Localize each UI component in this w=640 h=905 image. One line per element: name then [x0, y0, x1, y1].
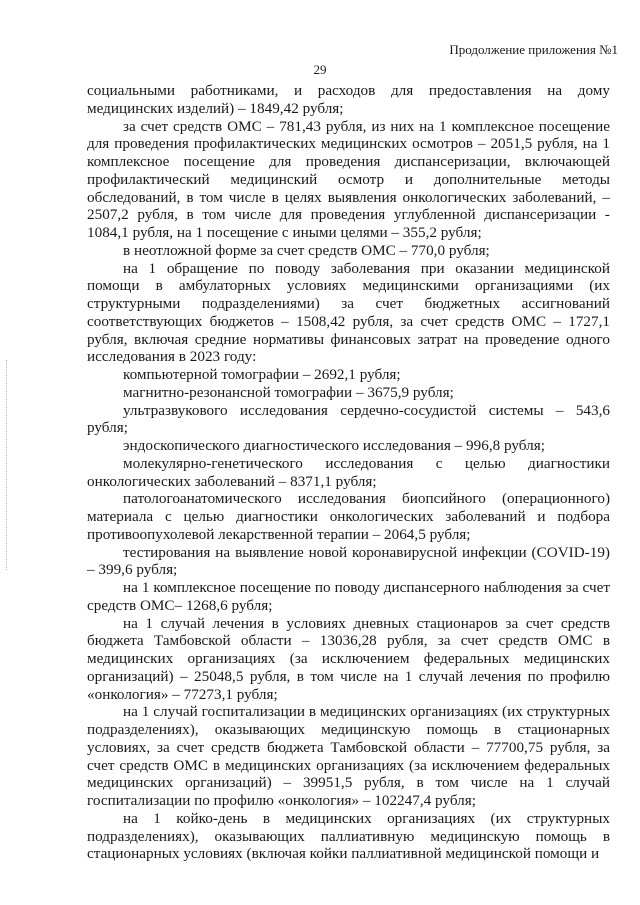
- paragraph: на 1 обращение по поводу заболевания при оказании медицинской помощи в амбулаторных условиях медицинскими организациями (их структурными подразделениями) за счет бюджетных ассигнований соответствующих бюджетов – 1508,42 рубля, за счет средств ОМС – 1727,1 рубля, включая средние нормативы финансовых затрат на проведение одного исследования в 2023 году:: [87, 259, 610, 366]
- binding-margin-mark: [6, 360, 9, 570]
- appendix-header: Продолжение приложения №1: [449, 42, 618, 57]
- paragraph: на 1 койко-день в медицинских организациях (их структурных подразделениях), оказывающих паллиативную медицинскую помощь в стационарных условиях (включая койки паллиативной медицинской помощи и: [87, 809, 610, 863]
- paragraph: ультразвукового исследования сердечно-сосудистой системы – 543,6 рубля;: [87, 401, 610, 437]
- paragraph: магнитно-резонансной томографии – 3675,9 рубля;: [123, 383, 454, 401]
- document-body: [87, 82, 610, 863]
- paragraph: эндоскопического диагностического исследования – 996,8 рубля;: [123, 437, 545, 454]
- paragraph: на 1 случай лечения в условиях дневных стационаров за счет средств бюджета Тамбовской области – 13036,28 рубля, за счет средств ОМС в медицинских организациях (за исключением федеральных медицинских организаций) – 25048,5 рубля, в том числе на 1 случай лечения по профилю «онкология» – 77273,1 рубля;: [87, 614, 610, 703]
- paragraph: социальными работниками, и расходов для предоставления на дому медицинских изделий) – 1849,42 рубля;: [87, 82, 610, 117]
- paragraph: на 1 случай госпитализации в медицинских организациях (их структурных подразделениях), оказывающих медицинскую помощь в стационарных условиях, за счет средств бюджета Тамбовской области – 77700,75 рубля, за счет средств ОМС в медицинских организациях (за исключением федеральных медицинских организаций) – 39951,5 рубля, в том числе на 1 случай госпитализации по профилю «онкология» – 102247,4 рубля;: [87, 703, 610, 809]
- paragraph: в неотложной форме за счет средств ОМС – 770,0 рубля;: [123, 241, 490, 259]
- paragraph: тестирования на выявление новой коронавирусной инфекции (COVID-19) – 399,6 рубля;: [87, 543, 610, 579]
- paragraph: на 1 комплексное посещение по поводу диспансерного наблюдения за счет средств ОМС– 1268,6 рубля;: [87, 579, 610, 614]
- paragraph: за счет средств ОМС – 781,43 рубля, из них на 1 комплексное посещение для проведения профилактических медицинских осмотров – 2051,5 рубля, на 1 комплексное посещение для проведения диспансеризации, включающей профилактический медицинский осмотр и дополнительные методы обследований, в том числе в целях выявления онкологических заболеваний, – 2507,2 рубля, в том числе для проведения углубленной диспансеризации - 1084,1 рубля, на 1 посещение с иными целями – 355,2 рубля;: [87, 117, 610, 241]
- paragraph: патологоанатомического исследования биопсийного (операционного) материала с целью диагностики онкологических заболеваний и подбора противоопухолевой лекарственной терапии – 2064,5 рубля;: [87, 490, 610, 543]
- paragraph: компьютерной томографии – 2692,1 рубля;: [123, 366, 401, 383]
- page-number: 29: [313, 62, 327, 77]
- paragraph: молекулярно-генетического исследования с целью диагностики онкологических заболеваний – 8371,1 рубля;: [87, 454, 610, 490]
